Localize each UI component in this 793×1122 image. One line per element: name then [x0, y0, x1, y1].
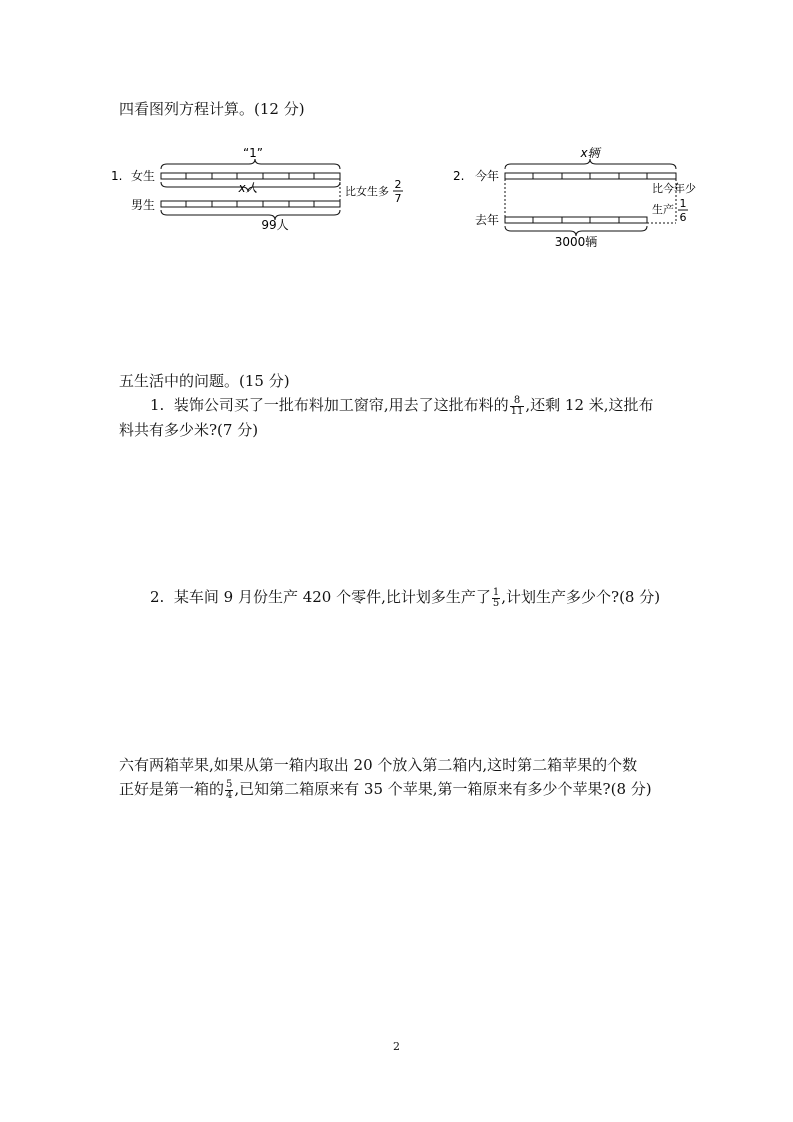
- diagram2-side-line1: 比今年少: [652, 182, 696, 195]
- diagram2-top-brace: [505, 159, 676, 169]
- diagram-1: [105, 145, 425, 235]
- diagram1-girls-label: 女生: [131, 169, 156, 183]
- diagram2-this-year-ticks: [533, 173, 647, 179]
- diagram2-num: 2.: [453, 169, 465, 183]
- section4-title: 四看图列方程计算。(12 分): [119, 100, 305, 118]
- q2-frac-den: 5: [492, 597, 500, 609]
- diagram2-side-line2: 生产: [652, 203, 674, 216]
- diagram2-this-year-label: 今年: [475, 169, 500, 183]
- q1-text-a: 装饰公司买了一批布料加工窗帘,用去了这批布料的: [173, 396, 509, 414]
- diagram1-top-label: “1”: [242, 146, 264, 160]
- diagram1-side-text: 比女生多: [345, 185, 389, 198]
- section6-line2: [119, 778, 652, 801]
- diagram2-frac-num: 1: [679, 197, 687, 210]
- section5-q2: [150, 586, 660, 609]
- diagram2-last-year-ticks: [533, 217, 619, 223]
- diagram1-boys-bar: [161, 201, 340, 207]
- q2-text-b: ,计划生产多少个?(8 分): [501, 588, 661, 606]
- section6-text-b: 正好是第一箱的: [119, 780, 225, 798]
- diagram2-last-year-label: 去年: [475, 213, 500, 227]
- q1-text-b: ,还剩 12 米,这批布: [525, 396, 654, 414]
- diagram1-girls-bar: [161, 173, 340, 179]
- section5-title: 五生活中的问题。(15 分): [119, 372, 290, 390]
- q1-frac-num: 8: [510, 396, 525, 407]
- diagram1-bottom-brace: [161, 210, 340, 220]
- section6-fraction: [225, 780, 233, 801]
- diagram2-bottom-label: 3000辆: [554, 235, 598, 249]
- section6-frac-num: 5: [226, 778, 233, 790]
- section5-q1-line2: 料共有多少米?(7 分): [119, 421, 259, 439]
- q1-fraction: [510, 396, 525, 417]
- diagram1-num: 1.: [111, 169, 123, 183]
- q1-frac-den: 11: [510, 405, 524, 417]
- section6-frac-den: 4: [226, 789, 233, 801]
- q2-frac-num: 1: [492, 586, 500, 598]
- diagram2-top-label: x辆: [580, 146, 600, 160]
- diagram2-last-year-bar: [505, 217, 647, 223]
- page-number: 2: [393, 1040, 400, 1053]
- diagram1-boys-ticks: [186, 201, 314, 207]
- diagram1-girls-ticks: [186, 173, 314, 179]
- diagram-2: [445, 145, 715, 255]
- diagram1-boys-label: 男生: [131, 198, 156, 212]
- diagram1-top-brace: [161, 159, 340, 169]
- q2-text-a: 某车间 9 月份生产 420 个零件,比计划多生产了: [173, 588, 491, 606]
- diagram1-bottom-label: 99人: [261, 218, 289, 232]
- q2-fraction: [492, 588, 500, 609]
- diagram2-frac-den: 6: [679, 211, 687, 224]
- q2-number: 2.: [150, 588, 165, 606]
- section6-text-c: ,已知第二箱原来有 35 个苹果,第一箱原来有多少个苹果?(8 分): [234, 780, 652, 798]
- section5-q1-line1: [150, 394, 654, 417]
- section6-line1: 六有两箱苹果,如果从第一箱内取出 20 个放入第二箱内,这时第二箱苹果的个数: [119, 756, 638, 774]
- q1-number: 1.: [150, 396, 165, 414]
- diagram1-frac-den: 7: [394, 192, 402, 205]
- diagram1-frac-num: 2: [394, 178, 402, 191]
- diagram1-mid-label: x人: [238, 181, 258, 195]
